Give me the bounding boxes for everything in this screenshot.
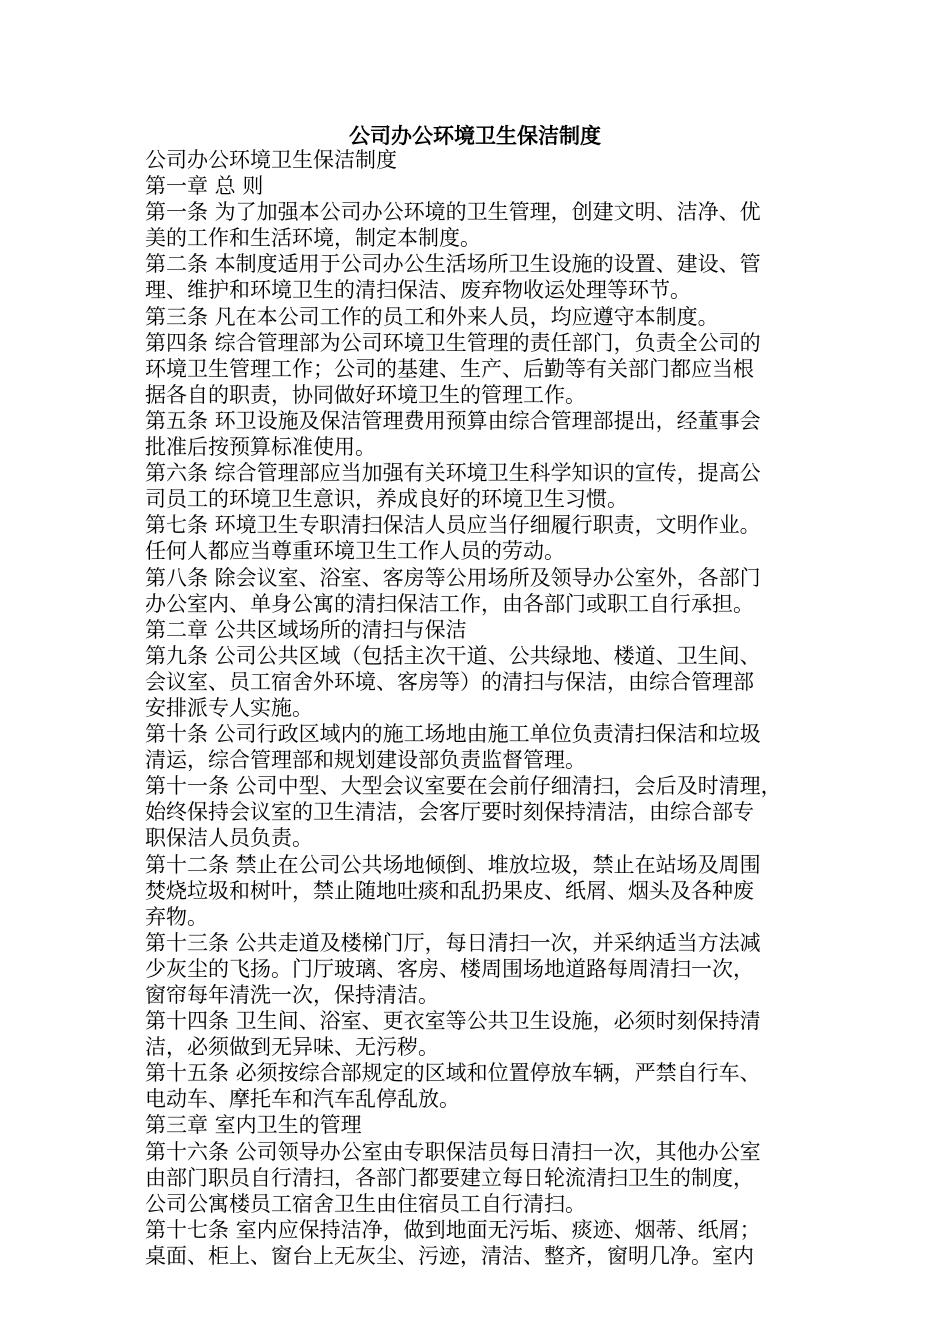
- text-line: 第六条 综合管理部应当加强有关环境卫生科学知识的宣传，提高公: [145, 461, 761, 486]
- text-line: 环境卫生管理工作；公司的基建、生产、后勤等有关部门都应当根: [145, 356, 754, 381]
- text-line: 第十三条 公共走道及楼梯门厅，每日清扫一次，并采纳适当方法减: [145, 930, 761, 955]
- text-line: 第三条 凡在本公司工作的员工和外来人员，均应遵守本制度。: [145, 304, 719, 329]
- text-line: 洁，必须做到无异味、无污秽。: [145, 1035, 439, 1060]
- text-line: 办公室内、单身公寓的清扫保洁工作，由各部门或职工自行承担。: [145, 591, 754, 616]
- text-line: 理、维护和环境卫生的清扫保洁、废弃物收运处理等环节。: [145, 278, 691, 303]
- text-line: 桌面、柜上、窗台上无灰尘、污迹，清洁、整齐，窗明几净。室内: [145, 1243, 754, 1268]
- text-line: 公司公寓楼员工宿舍卫生由住宿员工自行清扫。: [145, 1191, 586, 1216]
- text-line: 职保洁人员负责。: [145, 826, 313, 851]
- text-line: 始终保持会议室的卫生清洁，会客厅要时刻保持清洁，由综合部专: [145, 800, 754, 825]
- text-line: 据各自的职责，协同做好环境卫生的管理工作。: [145, 382, 586, 407]
- text-line: 第十二条 禁止在公司公共场地倾倒、堆放垃圾，禁止在站场及周围: [145, 852, 761, 877]
- text-line: 焚烧垃圾和树叶，禁止随地吐痰和乱扔果皮、纸屑、烟头及各种废: [145, 878, 754, 903]
- text-line: 由部门职员自行清扫，各部门都要建立每日轮流清扫卫生的制度，: [145, 1165, 754, 1190]
- text-line: 第十五条 必须按综合部规定的区域和位置停放车辆，严禁自行车、: [145, 1061, 761, 1086]
- text-line: 第二章 公共区域场所的清扫与保洁: [145, 617, 467, 642]
- text-line: 第三章 室内卫生的管理: [145, 1113, 362, 1138]
- text-line: 安排派专人实施。: [145, 695, 313, 720]
- text-line: 第十一条 公司中型、大型会议室要在会前仔细清扫，会后及时清理，: [145, 774, 782, 799]
- text-line: 第一条 为了加强本公司办公环境的卫生管理，创建文明、洁净、优: [145, 200, 761, 225]
- text-line: 美的工作和生活环境，制定本制度。: [145, 226, 481, 251]
- text-line: 司员工的环境卫生意识，养成良好的环境卫生习惯。: [145, 487, 628, 512]
- text-line: 第十条 公司行政区域内的施工场地由施工单位负责清扫保洁和垃圾: [145, 722, 761, 747]
- text-line: 少灰尘的飞扬。门厅玻璃、客房、楼周围场地道路每周清扫一次，: [145, 956, 754, 981]
- text-line: 电动车、摩托车和汽车乱停乱放。: [145, 1087, 460, 1112]
- text-line: 第十七条 室内应保持洁净，做到地面无污垢、痰迹、烟蒂、纸屑；: [145, 1217, 761, 1242]
- text-line: 批准后按预算标准使用。: [145, 435, 376, 460]
- document-title: 公司办公环境卫生保洁制度: [349, 124, 601, 148]
- text-line: 公司办公环境卫生保洁制度: [145, 148, 397, 172]
- text-line: 会议室、员工宿舍外环境、客房等）的清扫与保洁，由综合管理部: [145, 669, 754, 694]
- text-line: 第十六条 公司领导办公室由专职保洁员每日清扫一次，其他办公室: [145, 1139, 761, 1164]
- text-line: 第八条 除会议室、浴室、客房等公用场所及领导办公室外，各部门: [145, 565, 761, 590]
- text-line: 第七条 环境卫生专职清扫保洁人员应当仔细履行职责，文明作业。: [145, 513, 761, 538]
- text-line: 第一章 总 则: [145, 174, 264, 199]
- text-line: 弃物。: [145, 904, 208, 929]
- text-line: 第四条 综合管理部为公司环境卫生管理的责任部门，负责全公司的: [145, 330, 761, 355]
- text-line: 第二条 本制度适用于公司办公生活场所卫生设施的设置、建设、管: [145, 252, 761, 277]
- text-line: 第九条 公司公共区域（包括主次干道、公共绿地、楼道、卫生间、: [145, 643, 761, 668]
- text-line: 清运，综合管理部和规划建设部负责监督管理。: [145, 748, 586, 773]
- text-line: 窗帘每年清洗一次，保持清洁。: [145, 983, 439, 1007]
- text-line: 第十四条 卫生间、浴室、更衣室等公共卫生设施，必须时刻保持清: [145, 1009, 761, 1034]
- text-line: 第五条 环卫设施及保洁管理费用预算由综合管理部提出，经董事会: [145, 408, 761, 433]
- text-line: 任何人都应当尊重环境卫生工作人员的劳动。: [145, 539, 565, 564]
- document-body: [145, 147, 825, 1269]
